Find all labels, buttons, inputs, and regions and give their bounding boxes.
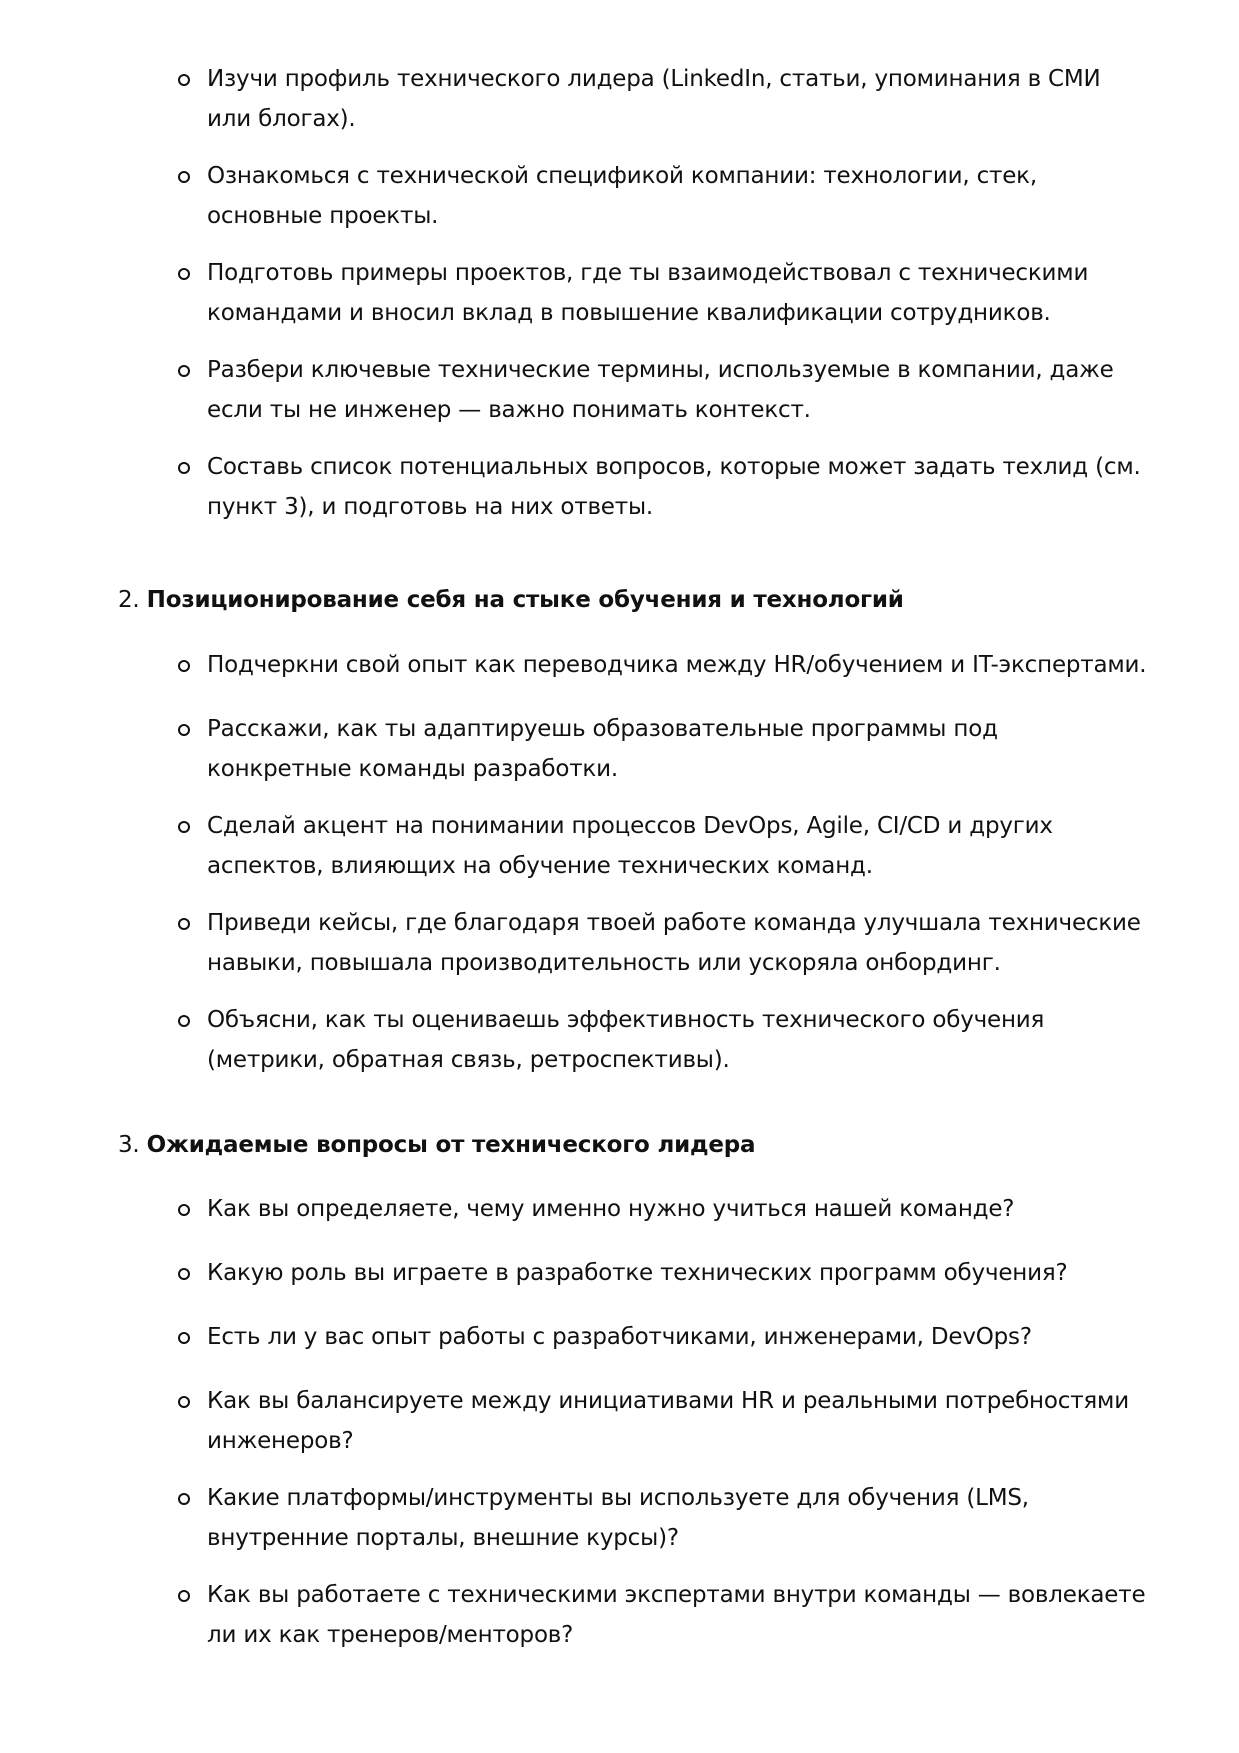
section-title: Ожидаемые вопросы от технического лидера <box>146 1132 756 1158</box>
circle-bullet-icon <box>178 1396 190 1408</box>
circle-bullet-icon <box>178 171 190 183</box>
circle-bullet-icon <box>178 1332 190 1344</box>
list-item <box>0 59 1147 139</box>
circle-bullet-icon <box>178 1590 190 1602</box>
section-3-list <box>0 1189 1147 1655</box>
circle-bullet-icon <box>178 821 190 833</box>
section-3-heading <box>0 1125 755 1165</box>
section-2-heading <box>0 580 904 620</box>
list-item <box>0 1317 1147 1357</box>
list-item <box>0 1189 1147 1229</box>
list-item <box>0 1000 1147 1080</box>
circle-bullet-icon <box>178 462 190 474</box>
list-item-text: Какие платформы/инструменты вы используете для обучения (LMS, внутренние порталы, внешние курсы)? <box>207 1485 1029 1551</box>
list-item <box>0 1381 1147 1461</box>
list-item-text: Как вы балансируете между инициативами HR и реальными потребностями инженеров? <box>207 1388 1129 1454</box>
list-item-text: Какую роль вы играете в разработке технических программ обучения? <box>207 1260 1068 1286</box>
list-item <box>0 253 1147 333</box>
list-item-text: Расскажи, как ты адаптируешь образовательные программы под конкретные команды разработки. <box>207 716 998 782</box>
circle-bullet-icon <box>178 365 190 377</box>
list-item-text: Подчеркни свой опыт как переводчика между HR/обучением и IT-экспертами. <box>207 652 1147 678</box>
circle-bullet-icon <box>178 268 190 280</box>
circle-bullet-icon <box>178 918 190 930</box>
section-number: 3. <box>118 1132 140 1158</box>
list-item-text: Подготовь примеры проектов, где ты взаимодействовал с техническими командами и вносил вклад в повышение квалификации сотрудников. <box>207 260 1089 326</box>
list-item <box>0 645 1147 685</box>
circle-bullet-icon <box>178 1268 190 1280</box>
list-item-text: Объясни, как ты оцениваешь эффективность технического обучения (метрики, обратная связь, ретроспективы). <box>207 1007 1045 1073</box>
list-item-text: Сделай акцент на понимании процессов DevOps, Agile, CI/CD и других аспектов, влияющих на обучение технических команд. <box>207 813 1053 879</box>
list-item-text: Приведи кейсы, где благодаря твоей работе команда улучшала технические навыки, повышала производительность или ускоряла онбординг. <box>207 910 1141 976</box>
list-item <box>0 350 1147 430</box>
list-item <box>0 1478 1147 1558</box>
list-item-text: Есть ли у вас опыт работы с разработчиками, инженерами, DevOps? <box>207 1324 1032 1350</box>
circle-bullet-icon <box>178 724 190 736</box>
list-item <box>0 156 1147 236</box>
list-item-text: Ознакомься с технической спецификой компании: технологии, стек, основные проекты. <box>207 163 1037 229</box>
circle-bullet-icon <box>178 1015 190 1027</box>
list-item-text: Как вы определяете, чему именно нужно учиться нашей команде? <box>207 1196 1015 1222</box>
list-item <box>0 709 1147 789</box>
section-title: Позиционирование себя на стыке обучения и технологий <box>146 587 904 613</box>
list-item <box>0 1575 1147 1655</box>
section-number: 2. <box>118 587 140 613</box>
list-item <box>0 447 1147 527</box>
list-item-text: Составь список потенциальных вопросов, которые может задать техлид (см. пункт 3), и подготовь на них ответы. <box>207 454 1141 520</box>
section-2-list <box>0 645 1147 1080</box>
list-item <box>0 903 1147 983</box>
intro-list <box>0 59 1147 527</box>
circle-bullet-icon <box>178 74 190 86</box>
circle-bullet-icon <box>178 1493 190 1505</box>
list-item <box>0 806 1147 886</box>
list-item-text: Изучи профиль технического лидера (LinkedIn, статьи, упоминания в СМИ или блогах). <box>207 66 1101 132</box>
circle-bullet-icon <box>178 1204 190 1216</box>
list-item <box>0 1253 1147 1293</box>
circle-bullet-icon <box>178 660 190 672</box>
list-item-text: Как вы работаете с техническими экспертами внутри команды — вовлекаете ли их как тренеров/менторов? <box>207 1582 1146 1648</box>
list-item-text: Разбери ключевые технические термины, используемые в компании, даже если ты не инженер — важно понимать контекст. <box>207 357 1114 423</box>
